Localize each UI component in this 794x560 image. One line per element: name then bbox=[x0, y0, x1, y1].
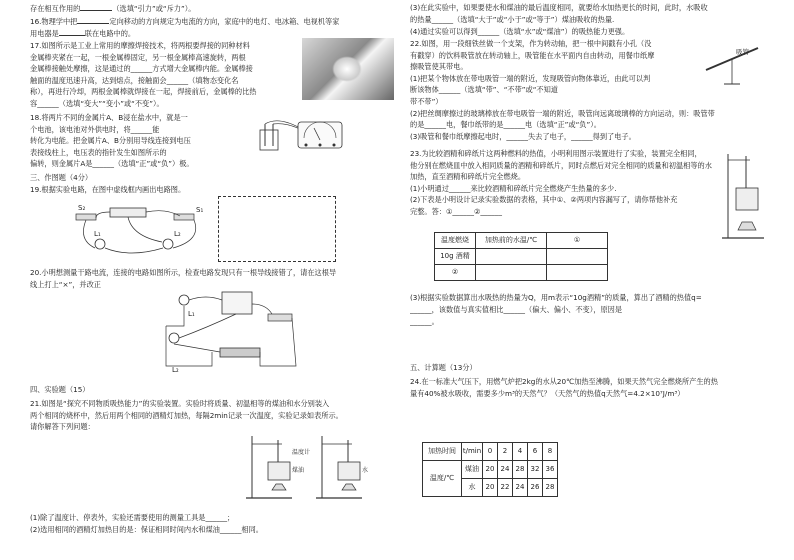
friction-welding-photo bbox=[302, 38, 394, 100]
q17-line: 称），再进行冷却，两根金属棒就焊接在一起，焊接前后，金属棒的比热 bbox=[30, 87, 257, 97]
label-l1: L₁ bbox=[94, 230, 101, 238]
q17-line: 容______（选填“变大”“变小”或“不变”）。 bbox=[30, 98, 164, 108]
q19-circuit-figure bbox=[70, 200, 220, 262]
q17 bbox=[30, 40, 298, 110]
q18-line: 偏转，则金属片A是______（选填“正”或“负”）极。 bbox=[30, 159, 194, 169]
q22-line: 22.如图，用一段细铁丝做一个支架，作为转动轴，把一根中间戳有小孔（没 bbox=[410, 39, 652, 48]
q21-temperature-table bbox=[422, 442, 558, 497]
table-cell: 6 bbox=[528, 443, 543, 461]
q19-text: 19.根据实验电路，在图中虚线框内画出电路图。 bbox=[30, 185, 186, 194]
q17-line: 金属棒接触处摩擦，这是通过的______方式增大金属棒内能。金属棒接 bbox=[30, 64, 253, 74]
table-cell[interactable] bbox=[547, 249, 608, 265]
q18 bbox=[30, 112, 260, 170]
table-cell: 24 bbox=[513, 479, 528, 497]
table-cell: 26 bbox=[528, 479, 543, 497]
section-5-heading: 五、计算题（13分） bbox=[410, 363, 477, 372]
q17-line: 17.如图所示是工业上常用的摩擦焊接技术，将两根要焊接的同种材料 bbox=[30, 41, 250, 50]
q21-apparatus-figure bbox=[242, 432, 392, 504]
q22-line: 有戳穿）的饮料吸管放在转动轴上，吸管能在水平面内自由转动，用餐巾纸摩 bbox=[410, 50, 655, 60]
table-cell[interactable] bbox=[547, 265, 608, 281]
table-cell: 36 bbox=[543, 461, 558, 479]
table-header: t/min bbox=[462, 443, 483, 461]
q24-text-b: 量有40%被水吸收，需要多少m³的天然气？（天然气的热值q天然气=4.2×10⁷J/m³） bbox=[410, 389, 685, 398]
table-header: ① bbox=[547, 233, 608, 249]
ammeter-icon bbox=[222, 292, 252, 314]
beaker-icon bbox=[338, 462, 360, 480]
label-l1: L₁ bbox=[188, 310, 195, 318]
q16-text-c: 用电器是 bbox=[30, 29, 59, 38]
q15-options: （选填“引力”或“斥力”）。 bbox=[112, 4, 196, 13]
q21-sub4: (4)通过实验可以得到______（选填“水”或“煤油”）的吸热能力更强。 bbox=[410, 27, 630, 36]
q22-line: 的是______电，餐巾纸带的是______电（选填“正”或“负”）。 bbox=[410, 120, 601, 130]
table-cell: 0 bbox=[483, 443, 498, 461]
q16 bbox=[30, 15, 339, 28]
q16-text-b: 定向移动的方向规定为电流的方向，家庭中的电灯、电冰箱、电视机等家 bbox=[109, 17, 340, 26]
answer-blank[interactable] bbox=[59, 27, 85, 36]
q22-line: 断该物体______（选填“带”、“不带”或“不知道 bbox=[410, 85, 558, 95]
beaker-icon bbox=[268, 462, 290, 480]
beaker-icon bbox=[736, 188, 758, 210]
q18-line: 18.将两片不同的金属片A、B浸在盐水中，就是一 bbox=[30, 113, 188, 122]
q20-text-a: 20.小明想测量干路电流，连接的电路如图所示，检查电路发现只有一根导线接错了，请在这根导 bbox=[30, 268, 337, 277]
section-4-heading: 四、实验题（15） bbox=[30, 385, 90, 394]
bulb-icon bbox=[163, 239, 173, 249]
table-cell: 20 bbox=[483, 479, 498, 497]
q23-sub3b: ______，该数值与真实值相比______（偏大、偏小、不变），原因是 bbox=[410, 305, 623, 314]
label-l2: L₂ bbox=[174, 230, 181, 238]
circuit-drawing-box[interactable] bbox=[218, 196, 336, 262]
label-water: 水 bbox=[362, 467, 369, 474]
table-cell: 20 bbox=[483, 461, 498, 479]
weld-glow bbox=[332, 56, 362, 82]
voltmeter-battery-figure bbox=[258, 118, 358, 154]
q23-data-table bbox=[434, 232, 608, 281]
q23-line: 完整。答：①______②______ bbox=[410, 206, 502, 216]
bulb-icon bbox=[169, 333, 179, 343]
q22-line: (3)吸管和餐巾纸摩擦起电时，______失去了电子，______得到了电子。 bbox=[410, 131, 636, 141]
table-cell: 4 bbox=[513, 443, 528, 461]
label-s2: S₂ bbox=[78, 204, 86, 212]
switch-icon bbox=[268, 314, 292, 321]
q21-sub1: (1)除了温度计、停表外，实验还需要使用的测量工具是______； bbox=[30, 513, 235, 522]
label-oil: 煤油 bbox=[292, 467, 305, 474]
label-s1: S₁ bbox=[196, 206, 204, 214]
q21-line: 两个相同的烧杯中，然后用两个相同的酒精灯加热，每隔2min记录一次温度，实验记录如表所示。 bbox=[30, 410, 343, 420]
q22-line: (1)把某个物体放在带电吸管一端的附近，发现吸管向物体靠近，由此可以判 bbox=[410, 73, 651, 83]
q21-sub3b: 的热量______（选填“大于”或“小于”或“等于”）煤油吸收的热量. bbox=[410, 15, 615, 24]
table-header: 煤油 bbox=[462, 461, 483, 479]
table-cell: ② bbox=[435, 265, 476, 281]
q17-line: 触面的温度迅速升高，达到熔点，接触面会______（填物态变化名 bbox=[30, 75, 239, 85]
straw-figure bbox=[700, 40, 770, 92]
switch-icon bbox=[174, 214, 194, 220]
q22-line: 擦吸管使其带电。 bbox=[410, 62, 468, 72]
battery-icon bbox=[220, 348, 260, 357]
q21-sub2: (2)选用相同的酒精灯加热目的是：保证相同时间内水和煤油______相同。 bbox=[30, 525, 263, 534]
answer-blank[interactable] bbox=[77, 15, 109, 24]
label-straw: 吸管 bbox=[736, 48, 749, 56]
bulb-icon bbox=[179, 295, 189, 305]
q21-line: 21.如图是“探究不同物质吸热能力”的实验装置。实验时将质量、初温相等的煤油和水分别装入 bbox=[30, 399, 330, 408]
burner-icon bbox=[342, 484, 356, 490]
q23-line: 他分别在燃烧皿中放入相同质量的酒精和碎纸片，同时点燃后对完全相同的质量和初温相等的水 bbox=[410, 160, 712, 170]
q17-line: 金属棒夹紧在一起，一根金属棒固定，另一根金属棒高速旋转，两根 bbox=[30, 52, 246, 62]
table-cell: 8 bbox=[543, 443, 558, 461]
q21-intro bbox=[30, 398, 343, 433]
table-cell: 2 bbox=[498, 443, 513, 461]
table-cell: 28 bbox=[513, 461, 528, 479]
table-cell: 28 bbox=[543, 479, 558, 497]
section-3-heading: 三、作图题（4分） bbox=[30, 173, 93, 182]
table-header: 温度/℃ bbox=[423, 461, 462, 497]
q16-line2 bbox=[30, 27, 135, 40]
bulb-icon bbox=[95, 239, 105, 249]
q21-sub3a: (3)在此实验中，如果要使水和煤油的最后温度相同，就要给水加热更长的时间，此时，水吸收 bbox=[410, 3, 708, 12]
q21-line: 请你解答下列问题： bbox=[30, 422, 95, 432]
q15-tail bbox=[30, 2, 196, 15]
table-header: 加热时间 bbox=[423, 443, 462, 461]
q23-apparatus-figure bbox=[720, 150, 768, 242]
burner-icon bbox=[738, 222, 756, 230]
q16-text-d: 联在电路中的。 bbox=[84, 29, 136, 38]
switch-icon bbox=[76, 214, 96, 220]
q22-line: (2)把丝绸摩擦过的玻璃棒放在带电吸管一端的附近，吸管向远离玻璃棒的方向运动，则：吸管带 bbox=[410, 108, 715, 118]
answer-blank[interactable] bbox=[80, 2, 112, 11]
table-header: 温度燃烧 bbox=[435, 233, 476, 249]
q24-text-a: 24.在一标准大气压下，用燃气炉把2kg的水从20℃加热至沸腾，如果天然气完全燃烧所产生的热 bbox=[410, 377, 718, 386]
q23-sub3a: (3)根据实验数据算出水吸热的热量为Q，用m表示“10g酒精”的质量，算出了酒精的热值q= bbox=[410, 293, 702, 302]
table-cell[interactable] bbox=[476, 249, 547, 265]
q20-circuit-figure bbox=[126, 286, 306, 376]
label-l2: L₂ bbox=[172, 366, 179, 374]
q18-line: 表接线柱上，电压表的指针发生如图所示的 bbox=[30, 147, 167, 157]
battery-icon bbox=[110, 208, 146, 217]
table-header: 水 bbox=[462, 479, 483, 497]
q23-line: 加热，直至酒精和碎纸片完全燃烧。 bbox=[410, 172, 526, 182]
q15-text: 存在相互作用的 bbox=[30, 4, 81, 13]
table-cell: 24 bbox=[498, 461, 513, 479]
table-cell: 22 bbox=[498, 479, 513, 497]
table-cell: 10g 酒精 bbox=[435, 249, 476, 265]
q23 bbox=[410, 148, 770, 218]
q20-text-b: 线上打上“×”，并改正 bbox=[30, 280, 101, 289]
q16-text-a: 16.物理学中把 bbox=[30, 17, 78, 26]
q23-line: 23.为比较酒精和碎纸片这两种燃料的热值，小明利用图示装置进行了实验，装置完全相同， bbox=[410, 149, 702, 158]
q18-line: 个电池，该电池对外供电时，将______能 bbox=[30, 124, 160, 134]
q18-line: 转化为电能。把金属片A、B分别用导线连接到电压 bbox=[30, 136, 191, 146]
q23-line: (2)下表是小明设计记录实验数据的表格，其中①、②两项内容漏写了，请你帮他补充 bbox=[410, 195, 678, 205]
q23-line: (1)小明通过______来比较酒精和碎纸片完全燃烧产生热量的多少. bbox=[410, 183, 617, 193]
table-cell[interactable] bbox=[476, 265, 547, 281]
q23-sub3c: ______。 bbox=[410, 317, 439, 326]
q22-line: 带不带”） bbox=[410, 96, 443, 106]
burner-icon bbox=[272, 484, 286, 490]
table-cell: 32 bbox=[528, 461, 543, 479]
label-thermometer: 温度计 bbox=[292, 449, 311, 456]
table-header: 加热前的水温/℃ bbox=[476, 233, 547, 249]
